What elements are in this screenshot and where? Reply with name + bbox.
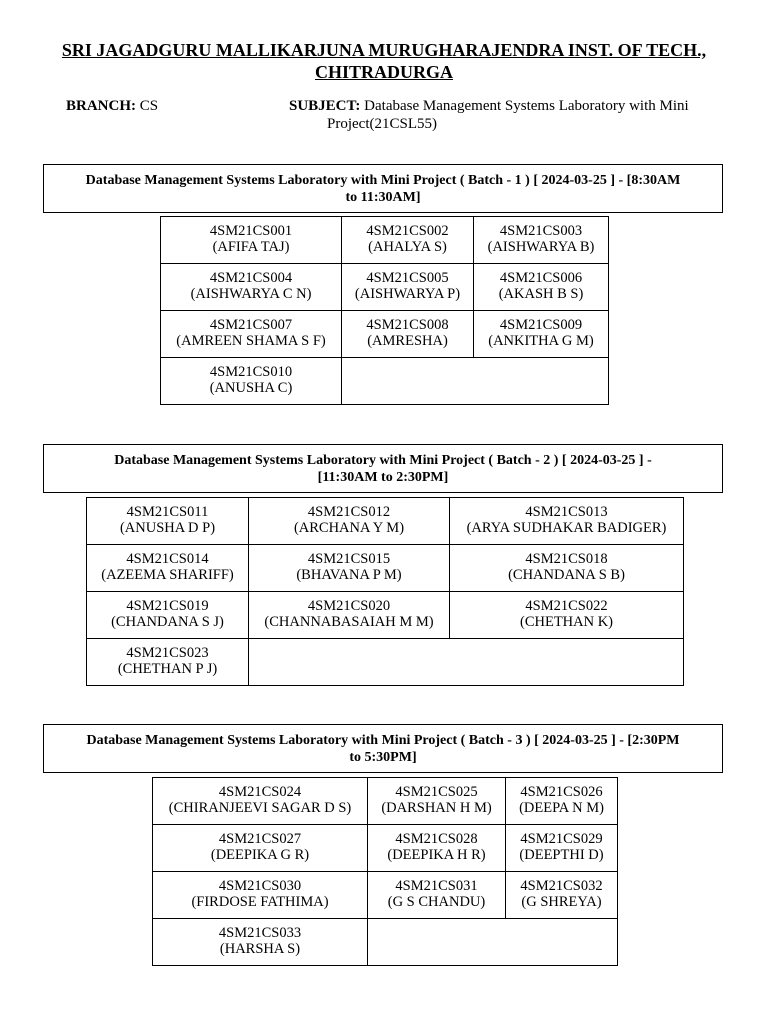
student-cell (161, 217, 342, 264)
student-cell (474, 311, 609, 358)
student-usn: 4SM21CS033 (218, 925, 302, 941)
empty-cell (249, 639, 684, 686)
student-usn: 4SM21CS012 (307, 504, 391, 520)
student-name: (ANKITHA G M) (488, 333, 594, 349)
batch-3-heading (43, 724, 723, 773)
batch-1-heading-line2: to 11:30AM] (345, 190, 421, 205)
student-usn: 4SM21CS004 (209, 270, 293, 286)
student-name: (CHETHAN K) (519, 614, 614, 630)
student-name: (HARSHA S) (219, 941, 301, 957)
student-cell (249, 592, 450, 639)
batch-3-heading-line1: Database Management Systems Laboratory with Mini Project ( Batch - 3 ) [ 2024-03-25 ] - [2:30PM (86, 733, 680, 748)
student-name: (AISHWARYA C N) (190, 286, 312, 302)
student-cell (474, 217, 609, 264)
batch-1-table (160, 216, 609, 405)
subject-value-line2: Project(21CSL55) (327, 116, 437, 132)
student-name: (ANUSHA C) (209, 380, 293, 396)
student-name: (DEEPIKA G R) (210, 847, 310, 863)
student-name: (DEEPIKA H R) (387, 847, 486, 863)
student-usn: 4SM21CS008 (366, 317, 449, 333)
student-usn: 4SM21CS025 (395, 784, 478, 800)
student-cell (153, 872, 368, 919)
student-usn: 4SM21CS015 (307, 551, 391, 567)
student-usn: 4SM21CS019 (126, 598, 209, 614)
student-cell (153, 778, 368, 825)
student-name: (AMREEN SHAMA S F) (176, 333, 326, 349)
batch-3-heading-line2: to 5:30PM] (349, 750, 417, 765)
student-cell (161, 264, 342, 311)
student-name: (CHANDANA S J) (111, 614, 224, 630)
batch-2-heading-line1: Database Management Systems Laboratory with Mini Project ( Batch - 2 ) [ 2024-03-25 ] - (114, 453, 652, 468)
student-cell (87, 498, 249, 545)
student-usn: 4SM21CS002 (366, 223, 449, 239)
student-cell (506, 825, 618, 872)
student-usn: 4SM21CS009 (499, 317, 583, 333)
student-cell (87, 592, 249, 639)
student-name: (ARCHANA Y M) (293, 520, 405, 536)
student-usn: 4SM21CS024 (218, 784, 302, 800)
student-name: (AMRESHA) (367, 333, 448, 349)
student-cell (249, 545, 450, 592)
student-cell (342, 264, 474, 311)
student-name: (AKASH B S) (498, 286, 584, 302)
student-cell (249, 498, 450, 545)
student-cell (450, 498, 684, 545)
institute-title (0, 39, 768, 83)
student-usn: 4SM21CS011 (126, 504, 209, 520)
student-usn: 4SM21CS022 (525, 598, 608, 614)
student-usn: 4SM21CS003 (499, 223, 583, 239)
batch-1-heading-line1: Database Management Systems Laboratory with Mini Project ( Batch - 1 ) [ 2024-03-25 ] - [8:30AM (85, 173, 681, 188)
student-name: (DEEPA N M) (519, 800, 604, 816)
student-cell (450, 592, 684, 639)
student-usn: 4SM21CS006 (499, 270, 583, 286)
batch-2-table (86, 497, 684, 686)
batch-2-heading (43, 444, 723, 493)
empty-cell (342, 358, 609, 405)
student-usn: 4SM21CS029 (520, 831, 603, 847)
student-usn: 4SM21CS001 (209, 223, 293, 239)
subject-info (289, 97, 689, 133)
student-usn: 4SM21CS013 (525, 504, 608, 520)
student-name: (CHETHAN P J) (117, 661, 218, 677)
student-name: (AFIFA TAJ) (212, 239, 290, 255)
student-cell (506, 872, 618, 919)
student-usn: 4SM21CS010 (209, 364, 293, 380)
student-usn: 4SM21CS028 (395, 831, 478, 847)
batch-2-heading-line2: [11:30AM to 2:30PM] (317, 470, 449, 485)
student-usn: 4SM21CS018 (525, 551, 608, 567)
subject-value-line1: Database Management Systems Laboratory with Mini (364, 98, 689, 114)
student-cell (87, 545, 249, 592)
student-usn: 4SM21CS027 (218, 831, 302, 847)
student-name: (ANUSHA D P) (119, 520, 216, 536)
student-name: (G SHREYA) (521, 894, 602, 910)
student-cell (368, 778, 506, 825)
student-name: (AISHWARYA B) (487, 239, 595, 255)
student-name: (DARSHAN H M) (381, 800, 492, 816)
branch-label: BRANCH: (66, 98, 136, 114)
student-name: (ARYA SUDHAKAR BADIGER) (466, 520, 667, 536)
student-cell (342, 311, 474, 358)
student-usn: 4SM21CS005 (366, 270, 449, 286)
student-cell (153, 825, 368, 872)
student-name: (AZEEMA SHARIFF) (101, 567, 234, 583)
student-usn: 4SM21CS007 (209, 317, 293, 333)
student-name: (DEEPTHI D) (519, 847, 604, 863)
student-name: (AHALYA S) (368, 239, 447, 255)
student-usn: 4SM21CS030 (218, 878, 302, 894)
student-usn: 4SM21CS023 (126, 645, 209, 661)
student-cell (368, 825, 506, 872)
student-cell (474, 264, 609, 311)
student-cell (506, 778, 618, 825)
student-name: (CHANNABASAIAH M M) (264, 614, 434, 630)
branch-value: CS (139, 98, 159, 114)
student-cell (87, 639, 249, 686)
branch-info (66, 97, 158, 115)
batch-3-table (152, 777, 618, 966)
student-cell (368, 872, 506, 919)
institute-title-line2: CHITRADURGA (314, 62, 453, 82)
student-usn: 4SM21CS026 (520, 784, 603, 800)
student-usn: 4SM21CS031 (395, 878, 478, 894)
student-cell (161, 358, 342, 405)
batch-1-heading (43, 164, 723, 213)
student-name: (G S CHANDU) (387, 894, 486, 910)
student-usn: 4SM21CS032 (520, 878, 603, 894)
student-usn: 4SM21CS014 (126, 551, 209, 567)
student-cell (161, 311, 342, 358)
student-name: (CHANDANA S B) (508, 567, 625, 583)
institute-title-line1: SRI JAGADGURU MALLIKARJUNA MURUGHARAJENDRA INST. OF TECH., (61, 40, 707, 60)
student-cell (153, 919, 368, 966)
empty-cell (368, 919, 618, 966)
student-name: (CHIRANJEEVI SAGAR D S) (168, 800, 352, 816)
student-usn: 4SM21CS020 (307, 598, 391, 614)
student-name: (BHAVANA P M) (296, 567, 402, 583)
student-name: (AISHWARYA P) (354, 286, 461, 302)
student-cell (342, 217, 474, 264)
student-cell (450, 545, 684, 592)
student-name: (FIRDOSE FATHIMA) (191, 894, 329, 910)
subject-label: SUBJECT: (289, 98, 361, 114)
